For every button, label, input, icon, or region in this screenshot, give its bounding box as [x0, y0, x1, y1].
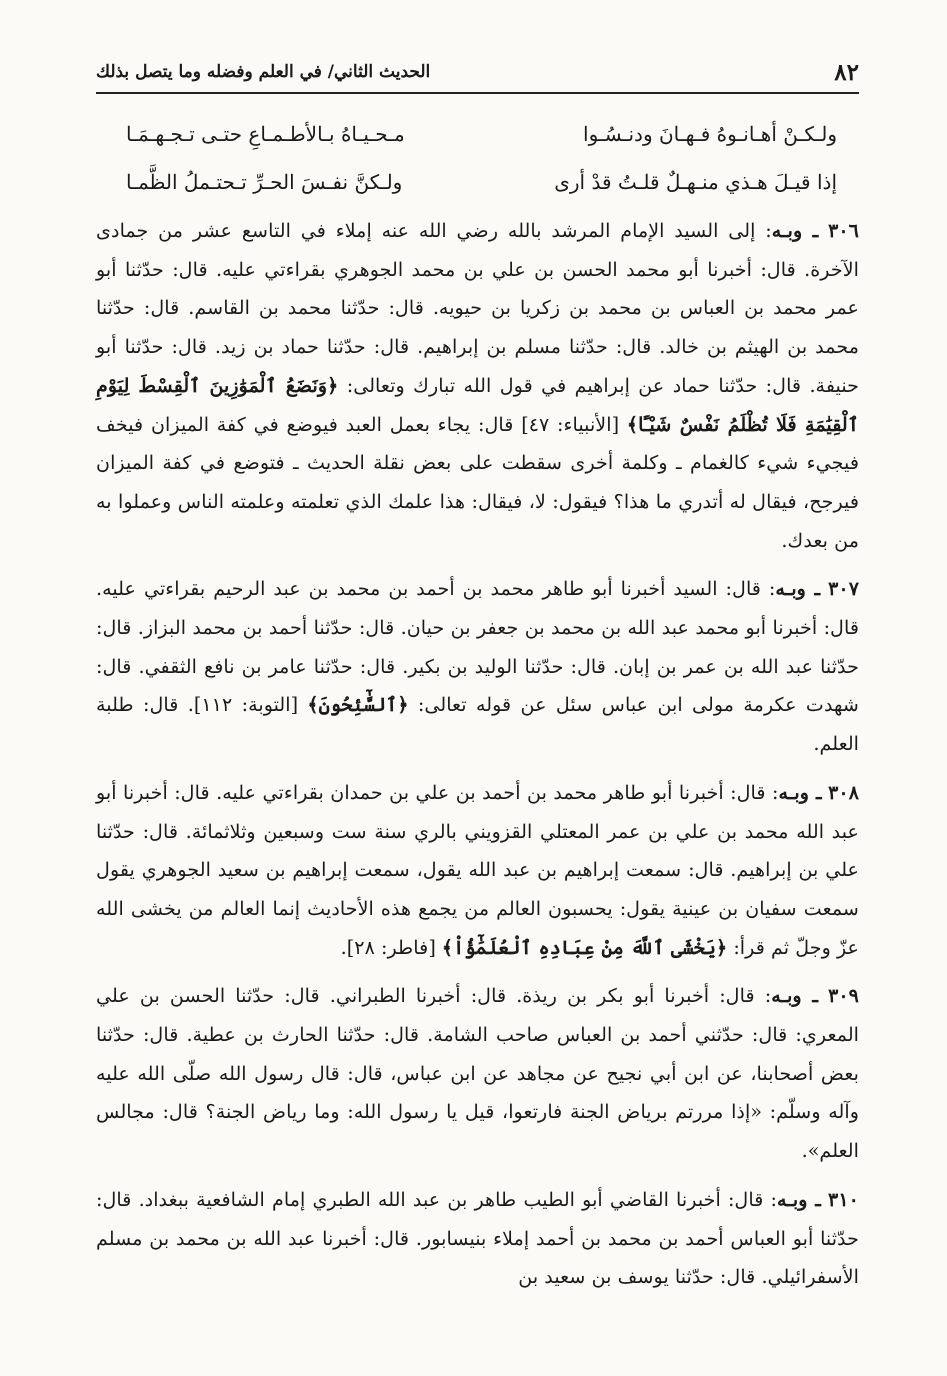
hadith-paragraph: [96, 1181, 859, 1297]
hadith-paragraph: [96, 774, 859, 968]
hadith-number: ٣٠٧: [828, 577, 859, 601]
hadith-text: : قال: أخبرنا القاضي أبو الطيب طاهر بن عبد الله الطبري إمام الشافعية ببغداد. قال: حدّثنا أبو العباس أحمد بن محمد بن أحمد إملاء بنيسابور. قال: أخبرنا عبد الله بن محمد بن مسلم الأسفرائيلي. قال: حدّثنا يوسف بن سعيد بن: [96, 1187, 859, 1289]
hadith-chain-marker: ـ وبـه: [778, 780, 822, 804]
hadith-text: : قال: أخبرنا أبو بكر بن ريذة. قال: أخبرنا الطبراني. قال: حدّثنا الحسن بن علي المعري: قال: حدّثني أحمد بن العباس صاحب الشامة. قال: حدّثنا الحارث بن عطية. قال: حدّثنا بعض أصحابنا، عن ابن أبي نجيح عن مجاهد عن ابن عباس، قال: قال رسول الله صلّى الله عليه وآله وسلّم: «إذا مررتم برياض الجنة فارتعوا، قيل يا رسول الله: وما رياض الجنة؟ قال: مجالس العلم».: [96, 984, 859, 1163]
hadith-text: : إلى السيد الإمام المرشد بالله رضي الله عنه إملاء في التاسع عشر من جمادى الآخرة. قال: أخبرنا أبو محمد الحسن بن علي بن محمد الجوهري بقراءتي عليه. قال: حدّثنا أبو عمر محمد بن العباس بن محمد بن زكريا بن حيويه. قال: حدّثنا محمد بن القاسم. قال: حدّثنا محمد بن الهيثم بن خالد. قال: حدّثنا مسلم بن إبراهيم. قال: حدّثنا حماد بن زيد. قال: حدّثنا أبو حنيفة. قال: حدّثنا حماد عن إبراهيم في قول الله تبارك وتعالى:: [96, 219, 859, 397]
hadith-chain-marker: ـ وبـه: [771, 984, 818, 1008]
hadith-paragraph: [96, 570, 859, 764]
page-number: ٨٢: [834, 58, 859, 86]
hadith-text-continued: [فاطر: ٢٨].: [340, 935, 442, 959]
quran-verse: ﴿وَنَضَعُ ٱلْمَوَٰزِينَ ٱلْقِسْطَ لِيَوْمِ ٱلْقِيَٰمَةِ فَلَا تُظْلَمُ نَفْسٌ شَيْـًٔا﴾: [96, 373, 860, 436]
poem-verse: [96, 158, 859, 206]
hadith-text-continued: [الأنبياء: ٤٧] قال: يجاء بعمل العبد فيوضع في كفة الميزان فيخف فيجيء شيء كالغمام ـ وكلمة أخرى سقطت على بعض نقلة الحديث ـ فتوضع في كفة الميزان فيرجح، فيقال له أتدري ما هذا؟ فيقول: لا، فيقال: هذا علمك الذي تعلمته وعلمته الناس وعملوا به من بعدك.: [96, 412, 859, 552]
hadith-text-continued: [التوبة: ١١٢]. قال: طلبة العلم.: [96, 693, 859, 756]
running-header: [96, 52, 859, 94]
hadith-chain-marker: ـ وبـه: [777, 1187, 821, 1211]
quran-verse: ﴿ٱلسَّٰٓئِحُونَ﴾: [307, 693, 409, 717]
hadith-list: [96, 212, 859, 1297]
hadith-number: ٣٠٦: [828, 219, 859, 242]
verse-left-half: مـحـيـاهُ بـالأطـمـاعِ حتـى تـجـهـمَـا: [126, 122, 405, 146]
poem: [96, 110, 859, 206]
hadith-number: ٣١٠: [828, 1187, 859, 1211]
hadith-paragraph: [96, 212, 859, 560]
poem-verse: [96, 110, 859, 158]
chapter-title: الحديث الثاني/ في العلم وفضله وما يتصل بذلك: [96, 62, 431, 82]
hadith-chain-marker: ـ وبـه: [775, 577, 821, 601]
hadith-text: : قال: السيد أخبرنا أبو طاهر محمد بن أحمد بن محمد بن عبد الرحيم بقراءتي عليه. قال: أخبرنا أبو محمد عبد الله بن محمد بن جعفر بن حيان. قال: حدّثنا أحمد بن محمد البزاز. قال: حدّثنا عبد الله بن عمر بن إبان. قال: حدّثنا الوليد بن بكير. قال: حدّثنا عامر بن نافع الثقفي. قال: شهدت عكرمة مولى ابن عباس سئل عن قوله تعالى:: [96, 577, 859, 717]
hadith-text: : قال: أخبرنا أبو طاهر محمد بن أحمد بن علي بن حمدان بقراءتي عليه. قال: أخبرنا أبو عبد الله محمد بن علي بن عمر المعتلي القزويني بالري سنة ست وسبعين وثلاثمائة. قال: حدّثنا علي بن إبراهيم. قال: سمعت إبراهيم بن عبد الله يقول، سمعت إبراهيم بن سعيد الجوهري يقول سمعت سفيان بن عينية يقول: يحسبون العالم من يجمع هذه الأحاديث إنما العالم من يخشى الله عزّ وجلّ ثم قرأ:: [96, 780, 859, 959]
verse-right-half: ولـكـنْ أهـانـوهُ فـهـانَ ودنـسُـوا: [583, 122, 837, 146]
quran-verse: ﴿يَخْشَى ٱللَّهَ مِنْ عِبَادِهِ ٱلْعُلَمَٰٓؤُاْ﴾: [441, 935, 728, 959]
hadith-chain-marker: ـ وبـه: [771, 219, 819, 242]
hadith-number: ٣٠٨: [828, 780, 859, 804]
verse-left-half: ولـكنَّ نفـسَ الحـرِّ تـحتـملُ الظَّمـا: [126, 170, 403, 194]
hadith-paragraph: [96, 977, 859, 1171]
verse-right-half: إذا قيـلَ هـذي منـهـلٌ قلـتُ قدْ أرى: [554, 170, 837, 194]
hadith-number: ٣٠٩: [828, 984, 859, 1008]
